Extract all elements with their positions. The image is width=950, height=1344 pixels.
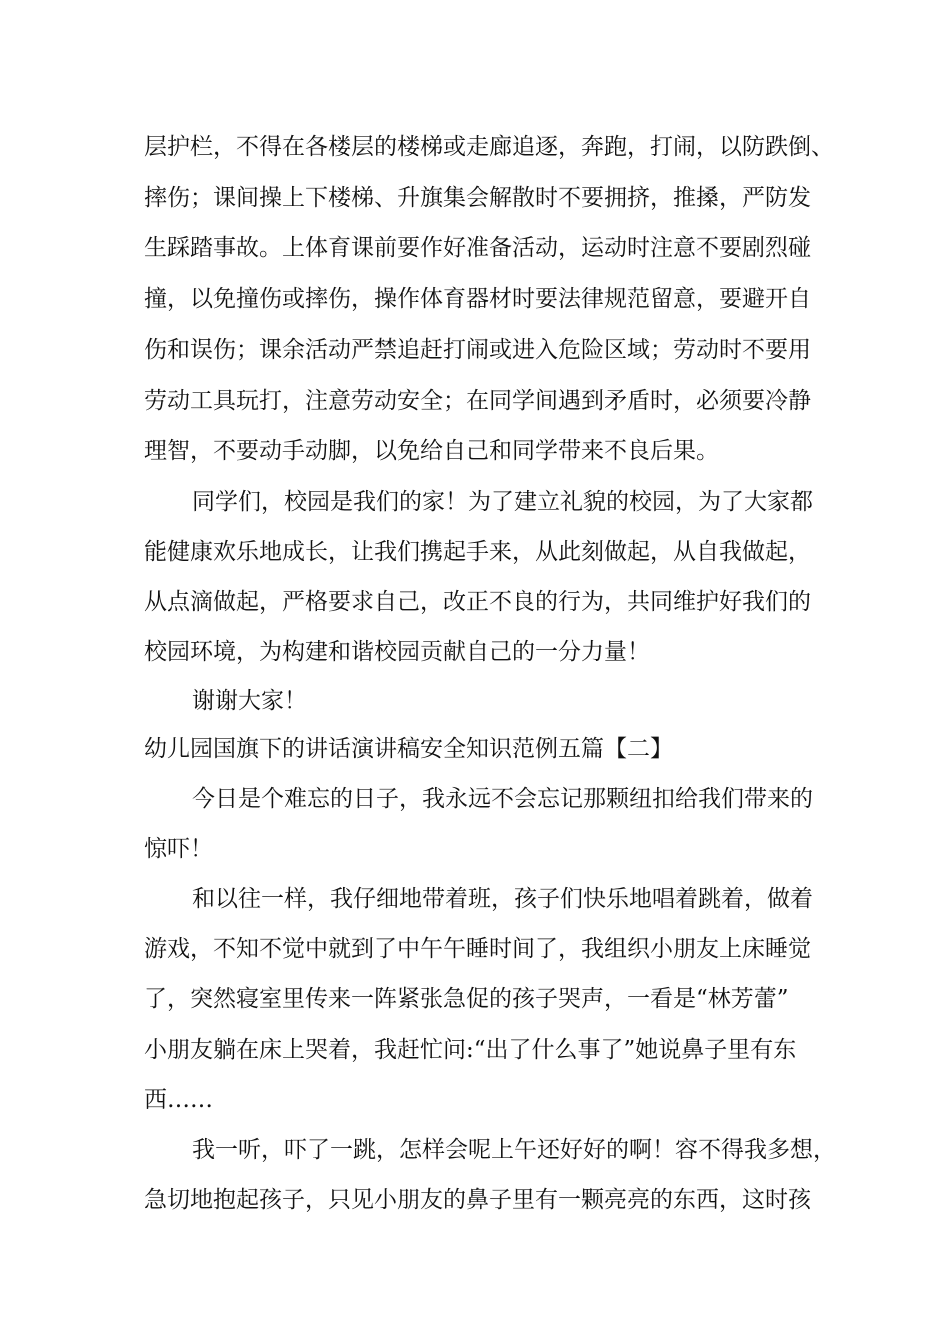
body-text-line: 劳动工具玩打，注意劳动安全；在同学间遇到矛盾时，必须要冷静 [144,388,811,414]
closing-line: 谢谢大家！ [192,688,307,714]
body-text-line: 和以往一样，我仔细地带着班，孩子们快乐地唱着跳着，做着 [192,886,813,912]
body-text-line: 惊吓！ [144,836,213,862]
body-text-line: 小朋友躺在床上哭着，我赶忙问:“出了什么事了”她说鼻子里有东 [144,1037,797,1063]
body-text-line: 同学们，校园是我们的家！为了建立礼貌的校园，为了大家都 [192,489,813,515]
section-heading: 幼儿园国旗下的讲话演讲稿安全知识范例五篇【二】 [144,736,673,762]
body-text-line: 从点滴做起，严格要求自己，改正不良的行为，共同维护好我们的 [144,589,811,615]
body-text-line: 急切地抱起孩子，只见小朋友的鼻子里有一颗亮亮的东西，这时孩 [144,1187,811,1213]
body-text-line: 伤和误伤；课余活动严禁追赶打闹或进入危险区域；劳动时不要用 [144,337,811,363]
body-text-line: 理智，不要动手动脚，以免给自己和同学带来不良后果。 [144,438,719,464]
body-text-line: 撞，以免撞伤或摔伤，操作体育器材时要法律规范留意，要避开自 [144,286,811,312]
body-text-line: 能健康欢乐地成长，让我们携起手来，从此刻做起，从自我做起， [144,539,811,565]
body-text-line: 了，突然寝室里传来一阵紧张急促的孩子哭声，一看是“林芳蕾” [144,986,789,1012]
body-text-line: 生踩踏事故。上体育课前要作好准备活动，运动时注意不要剧烈碰 [144,235,811,261]
body-text-line: 摔伤；课间操上下楼梯、升旗集会解散时不要拥挤，推搡，严防发 [144,185,811,211]
body-text-line: 游戏，不知不觉中就到了中午午睡时间了，我组织小朋友上床睡觉 [144,936,811,962]
body-text-line: 校园环境，为构建和谐校园贡献自己的一分力量！ [144,639,650,665]
body-text-line: 层护栏，不得在各楼层的楼梯或走廊追逐，奔跑，打闹，以防跌倒、 [144,134,834,160]
body-text-line: 今日是个难忘的日子，我永远不会忘记那颗纽扣给我们带来的 [192,786,813,812]
body-text-line: 西…… [144,1087,213,1113]
body-text-line: 我一听，吓了一跳，怎样会呢上午还好好的啊！容不得我多想， [192,1137,836,1163]
